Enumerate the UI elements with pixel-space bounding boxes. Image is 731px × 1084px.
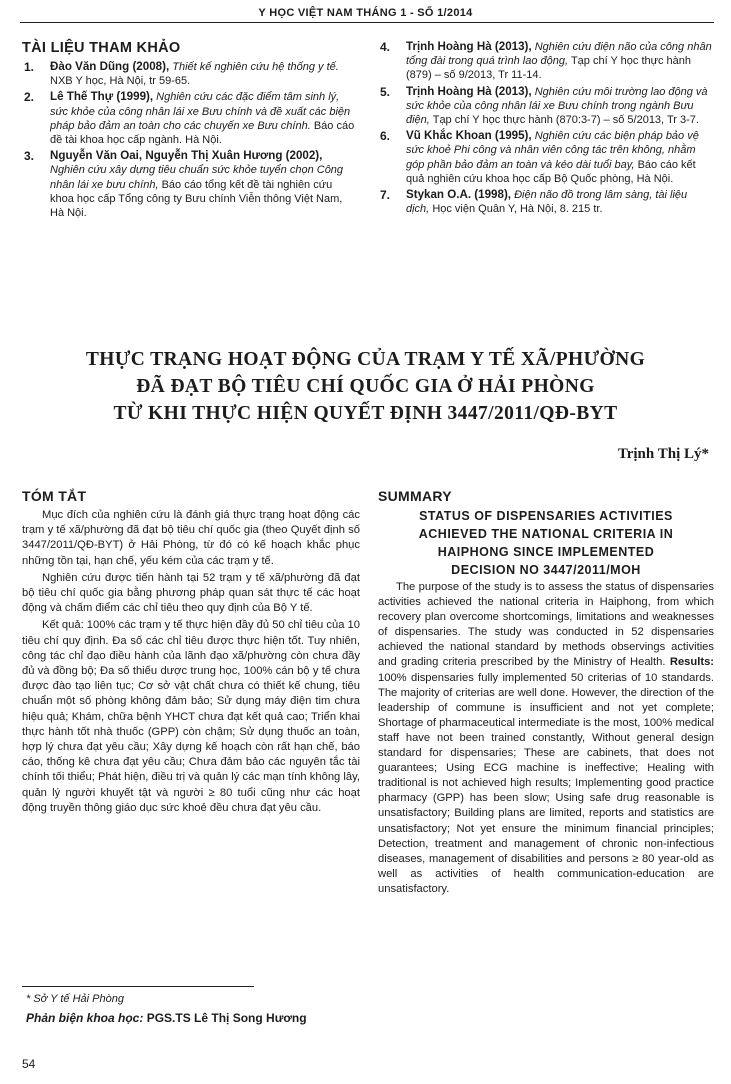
summary-vi-column	[22, 488, 360, 818]
reference-item	[378, 129, 713, 186]
reference-item	[22, 60, 357, 88]
reference-number: 7.	[380, 188, 391, 203]
summary-en-column	[378, 488, 714, 897]
reference-author: Đào Văn Dũng (2008),	[50, 60, 170, 73]
reference-title: Nghiên cứu xây dựng tiêu chuẩn sức khỏe tuyển chọn Công nhân lái xe bưu chính,	[50, 164, 344, 191]
reference-title: Điện não đồ trong lâm sàng, tài liệu dịch,	[406, 189, 688, 216]
reference-source: NXB Y học, Hà Nội, tr 59-65.	[50, 75, 191, 88]
reference-source: Báo cáo kết quả nghiên cứu khoa học cấp Bộ Quốc phòng, Hà Nội.	[406, 158, 696, 185]
reference-item	[378, 85, 713, 128]
reference-number: 2.	[24, 90, 35, 105]
reference-author: Trịnh Hoàng Hà (2013),	[406, 40, 532, 53]
summary-en-text-after: 100% dispensaries fully implemented 50 criterias of 10 standards. The majority of criterias are well done. However, the direction of the leadership of commune is insufficient and not yet complete; Shortage of pharmaceutical intermediate is the most, 100% medical staff have not been trained constantly, Without general design standard for dispensaries; These are cabinets, that does not guarantees; Using ECG machine is ineffective; Healing with traditional is not achieved high results; Implementing good practice pharmacy (GPP) has been slow; Using safe drug reasonable is unsatisfactory; Building plans are limited, reports and statistics are unsatisfactory; Not yet ensure the minimum financial principles; Detection, treatment and management of chronic non-infectious diseases, management of disabilities and persons ≥ 80 year-old as well as activities of health communication-education are unsatisfactory.	[378, 671, 714, 895]
summary-vi-paragraph: Nghiên cứu được tiến hành tại 52 trạm y tế xã/phường đã đạt bộ tiêu chí quốc gia bằng phương pháp quan sát thực tế các hoạt động và chấm điểm các chỉ tiêu theo quy định của Bộ Y tế.	[22, 571, 360, 615]
article-title	[0, 346, 731, 427]
reviewer-line	[26, 1011, 307, 1025]
reference-number: 5.	[380, 84, 391, 99]
footnote-rule	[22, 986, 254, 987]
reference-number: 1.	[24, 60, 35, 74]
reference-source: Tạp chí Y học thực hành (870:3-7) – số 5/2013, Tr 3-7.	[432, 114, 699, 127]
summary-vi-paragraph: Mục đích của nghiên cứu là đánh giá thực trạng hoạt động các trạm y tế xã/phường đã đạt bộ tiêu chí quốc gia (theo Quyết định số 3447/2011/QĐ-BYT) ở Hải Phòng, từ đó có kế hoạch khắc phục những tồn tại, hạn chế, yếu kém của các trạm y tế.	[22, 509, 360, 567]
reference-item	[378, 40, 713, 83]
summary-en-paragraph	[378, 580, 714, 897]
summary-en-title	[378, 508, 714, 579]
reference-source: Báo cáo tổng kết đề tài nghiên cứu khoa học cấp Tổng công ty Bưu chính Viễn thông Việt Nam, Hà Nội.	[50, 178, 343, 220]
running-head: Y HỌC VIỆT NAM THÁNG 1 - SỐ 1/2014	[258, 7, 473, 19]
reference-list-left	[22, 60, 357, 220]
affiliation-footnote: * Sở Y tế Hải Phòng	[26, 993, 124, 1005]
reference-list-right	[378, 40, 713, 216]
summary-en-heading: SUMMARY	[378, 488, 452, 504]
references-right-column	[378, 40, 713, 218]
reference-author: Vũ Khắc Khoan (1995),	[406, 129, 532, 143]
reference-author: Nguyễn Văn Oai, Nguyễn Thị Xuân Hương (2002),	[50, 149, 323, 163]
reference-number: 4.	[380, 40, 391, 54]
summary-vi-paragraph: Kết quả: 100% các trạm y tế thực hiện đầy đủ 50 chỉ tiêu của 10 tiêu chí quy định. Đa số các chỉ tiêu được thực hiện tốt. Tuy nhiên, công tác chỉ đạo điều hành của lãnh đạo xã/phường còn chưa đầy đủ và đồng bộ; Đa số thiếu dược trung học, 100% cán bộ y tế chưa được đào tạo liên tục; Cơ sở vật chất chưa có thiết kế chung, tiêu chuẩn một số phòng không đảm bảo; Sử dụng máy điện tim chưa hiệu quả; Khám, chữa bệnh YHCT chưa đạt kết quả cao; Triển khai thực hành tốt nhà thuốc (GPP) còn chậm; Sử dụng thuốc an toàn, hợp lý chưa đạt yêu cầu; Xây dựng kế hoạch còn rất hạn chế, báo cáo, thống kê chưa đạt yêu cầu; Chưa đảm bảo các nguyên tắc tài chính tối thiểu; Phát hiện, điều trị và quản lý các mạn tính không lây, quản lý người khuyết tật và người ≥ 80 tuổi cũng như các hoạt động truyền thông giáo dục sức khoẻ đều chưa đạt yêu cầu.	[22, 619, 360, 814]
reference-item	[378, 188, 713, 216]
header-rule	[20, 22, 714, 23]
summary-en-title-line: DECISION NO 3447/2011/MOH	[451, 563, 641, 577]
article-title-line: TỪ KHI THỰC HIỆN QUYẾT ĐỊNH 3447/2011/QĐ-BYT	[113, 403, 618, 424]
reference-title: Nghiên cứu các biện pháp bảo vệ sức khoẻ Phi công và nhân viên công tác trên không, nhằm góp phần bảo đảm an toàn và kéo dài tuổi bay,	[406, 130, 699, 171]
reference-number: 6.	[380, 129, 391, 144]
summary-en-title-line: ACHIEVED THE NATIONAL CRITERIA IN	[418, 527, 674, 541]
reference-item	[22, 149, 357, 220]
reference-source: Báo cáo đề tài khoa học cấp ngành. Hà Nội.	[50, 119, 355, 147]
reviewer-name: PGS.TS Lê Thị Song Hương	[146, 1011, 307, 1025]
reference-author: Lê Thế Thự (1999),	[50, 90, 154, 104]
reference-title: Nghiên cứu điện não của công nhân tổng đài trong quá trình lao động,	[406, 41, 712, 68]
references-left-column	[22, 40, 357, 222]
article-title-line: ĐÃ ĐẠT BỘ TIÊU CHÍ QUỐC GIA Ở HẢI PHÒNG	[136, 376, 595, 397]
summary-en-text-before: The purpose of the study is to assess the status of dispensaries activities achieved the national criteria in Haiphong, from which recovery plan overcome shortcomings, limitations and weaknesses of dispensaries. The study was conducted in 52 dispensaries achieved the national standard by methods observings activities and grading criteria prescribed by the Ministry of Health.	[378, 581, 714, 669]
summary-en-results-label: Results:	[669, 656, 715, 669]
summary-en-title-line: HAIPHONG SINCE IMPLEMENTED	[437, 545, 655, 559]
page-number: 54	[22, 1057, 36, 1071]
summary-en-title-line: STATUS OF DISPENSARIES ACTIVITIES	[419, 509, 673, 523]
reference-title: Nghiên cứu các đặc điểm tâm sinh lý, sức khỏe của công nhân lái xe Bưu chính và đề xuất các biện pháp bảo đảm an toàn cho các chuyến xe Bưu chính.	[50, 91, 351, 132]
article-author: Trịnh Thị Lý*	[617, 446, 709, 462]
reference-source: Học viện Quân Y, Hà Nội, 8. 215 tr.	[432, 203, 603, 216]
reference-author: Trịnh Hoàng Hà (2013),	[406, 84, 532, 98]
reference-source: Tạp chí Y học thực hành (879) – số 9/2013, Tr 11-14.	[406, 55, 692, 82]
reference-author: Stykan O.A. (1998),	[406, 188, 512, 202]
references-heading: TÀI LIỆU THAM KHẢO	[22, 40, 181, 56]
reference-item	[22, 90, 357, 147]
reference-number: 3.	[24, 149, 35, 164]
summary-vi-heading: TÓM TẮT	[22, 488, 87, 504]
reviewer-label: Phản biện khoa học:	[26, 1011, 144, 1025]
article-title-line: THỰC TRẠNG HOẠT ĐỘNG CỦA TRẠM Y TẾ XÃ/PHƯỜNG	[85, 349, 646, 370]
reference-title: Nghiên cứu môi trường lao động và sức khỏe của công nhân lái xe Bưu chính trong ngành Bưu điện,	[406, 85, 708, 127]
reference-title: Thiết kế nghiên cứu hệ thống y tế.	[172, 61, 339, 73]
